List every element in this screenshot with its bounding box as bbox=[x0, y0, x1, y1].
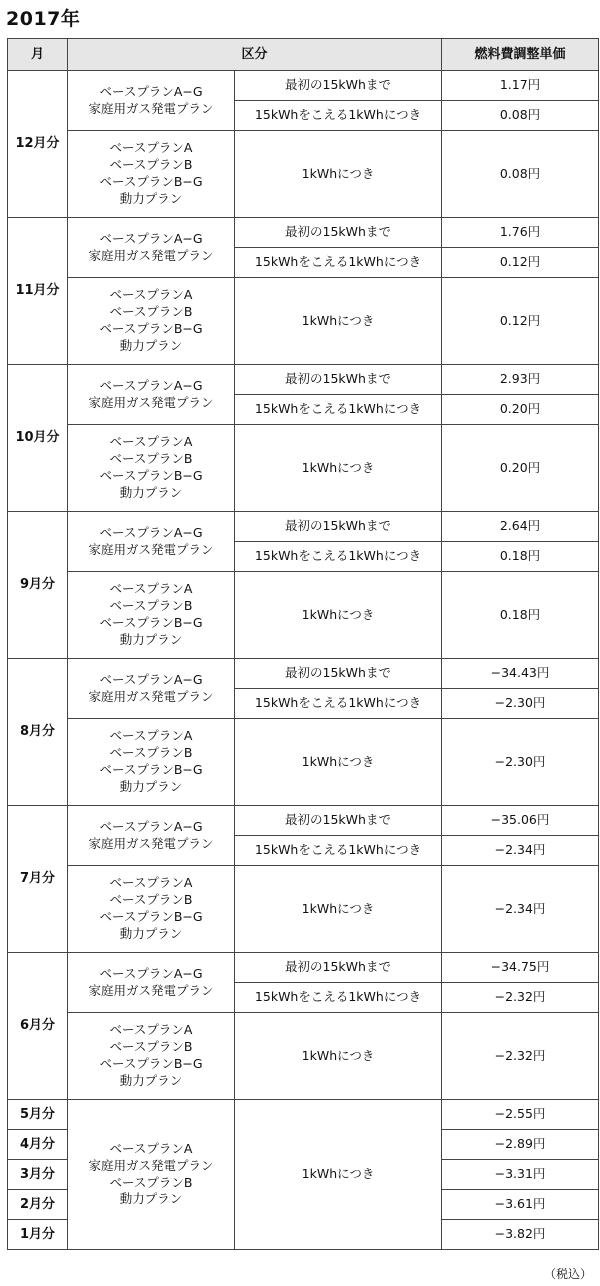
table-row bbox=[8, 1013, 599, 1100]
table-row bbox=[8, 131, 599, 218]
table-row bbox=[8, 866, 599, 953]
table-header-row bbox=[8, 39, 599, 71]
plan-names-cell: ベースプランA−G 家庭用ガス発電プラン bbox=[68, 218, 235, 278]
tier-over-cell: 15kWhをこえる1kWhにつき bbox=[235, 542, 442, 572]
month-cell: 12月分 bbox=[8, 71, 68, 218]
header-category: 区分 bbox=[68, 39, 442, 71]
month-cell: 6月分 bbox=[8, 953, 68, 1100]
table-row bbox=[8, 71, 599, 101]
tier-over-cell: 15kWhをこえる1kWhにつき bbox=[235, 983, 442, 1013]
month-cell: 11月分 bbox=[8, 218, 68, 365]
plan-names-cell: ベースプランA−G 家庭用ガス発電プラン bbox=[68, 71, 235, 131]
table-row bbox=[8, 659, 599, 689]
month-cell: 9月分 bbox=[8, 512, 68, 659]
tier-first-cell: 最初の15kWhまで bbox=[235, 512, 442, 542]
plan-names-cell: ベースプランA 家庭用ガス発電プラン ベースプランB 動力プラン bbox=[68, 1100, 235, 1250]
price-cell: −2.34円 bbox=[442, 866, 599, 953]
month-cell: 10月分 bbox=[8, 365, 68, 512]
month-cell: 8月分 bbox=[8, 659, 68, 806]
tier-first-cell: 最初の15kWhまで bbox=[235, 659, 442, 689]
fuel-cost-table bbox=[7, 38, 599, 1250]
per-kwh-cell: 1kWhにつき bbox=[235, 1100, 442, 1250]
month-cell: 2月分 bbox=[8, 1190, 68, 1220]
header-month: 月 bbox=[8, 39, 68, 71]
plan-names-cell: ベースプランA−G 家庭用ガス発電プラン bbox=[68, 953, 235, 1013]
price-cell: 2.64円 bbox=[442, 512, 599, 542]
price-cell: 0.08円 bbox=[442, 131, 599, 218]
per-kwh-cell: 1kWhにつき bbox=[235, 131, 442, 218]
table-row bbox=[8, 719, 599, 806]
table-body bbox=[8, 71, 599, 1250]
table-row bbox=[8, 1100, 599, 1130]
tier-over-cell: 15kWhをこえる1kWhにつき bbox=[235, 101, 442, 131]
per-kwh-cell: 1kWhにつき bbox=[235, 719, 442, 806]
price-cell: −2.30円 bbox=[442, 719, 599, 806]
price-cell: 1.76円 bbox=[442, 218, 599, 248]
table-row bbox=[8, 953, 599, 983]
plan-names-cell: ベースプランA ベースプランB ベースプランB−G 動力プラン bbox=[68, 866, 235, 953]
price-cell: 0.20円 bbox=[442, 395, 599, 425]
price-cell: −34.75円 bbox=[442, 953, 599, 983]
per-kwh-cell: 1kWhにつき bbox=[235, 425, 442, 512]
per-kwh-cell: 1kWhにつき bbox=[235, 572, 442, 659]
price-cell: −35.06円 bbox=[442, 806, 599, 836]
plan-names-cell: ベースプランA−G 家庭用ガス発電プラン bbox=[68, 365, 235, 425]
price-cell: −3.82円 bbox=[442, 1220, 599, 1250]
plan-names-cell: ベースプランA ベースプランB ベースプランB−G 動力プラン bbox=[68, 1013, 235, 1100]
tier-over-cell: 15kWhをこえる1kWhにつき bbox=[235, 836, 442, 866]
plan-names-cell: ベースプランA ベースプランB ベースプランB−G 動力プラン bbox=[68, 719, 235, 806]
month-cell: 7月分 bbox=[8, 806, 68, 953]
price-cell: −2.32円 bbox=[442, 983, 599, 1013]
month-cell: 4月分 bbox=[8, 1130, 68, 1160]
month-cell: 1月分 bbox=[8, 1220, 68, 1250]
tier-over-cell: 15kWhをこえる1kWhにつき bbox=[235, 395, 442, 425]
month-cell: 3月分 bbox=[8, 1160, 68, 1190]
plan-names-cell: ベースプランA ベースプランB ベースプランB−G 動力プラン bbox=[68, 131, 235, 218]
per-kwh-cell: 1kWhにつき bbox=[235, 278, 442, 365]
plan-names-cell: ベースプランA ベースプランB ベースプランB−G 動力プラン bbox=[68, 278, 235, 365]
price-cell: 0.12円 bbox=[442, 248, 599, 278]
tier-over-cell: 15kWhをこえる1kWhにつき bbox=[235, 689, 442, 719]
price-cell: −2.32円 bbox=[442, 1013, 599, 1100]
header-price: 燃料費調整単価 bbox=[442, 39, 599, 71]
price-cell: 2.93円 bbox=[442, 365, 599, 395]
per-kwh-cell: 1kWhにつき bbox=[235, 866, 442, 953]
table-row bbox=[8, 365, 599, 395]
tier-first-cell: 最初の15kWhまで bbox=[235, 365, 442, 395]
price-cell: −3.61円 bbox=[442, 1190, 599, 1220]
plan-names-cell: ベースプランA−G 家庭用ガス発電プラン bbox=[68, 512, 235, 572]
tier-first-cell: 最初の15kWhまで bbox=[235, 953, 442, 983]
month-cell: 5月分 bbox=[8, 1100, 68, 1130]
table-row bbox=[8, 806, 599, 836]
plan-names-cell: ベースプランA ベースプランB ベースプランB−G 動力プラン bbox=[68, 572, 235, 659]
tier-over-cell: 15kWhをこえる1kWhにつき bbox=[235, 248, 442, 278]
price-cell: 0.18円 bbox=[442, 572, 599, 659]
price-cell: 0.20円 bbox=[442, 425, 599, 512]
tier-first-cell: 最初の15kWhまで bbox=[235, 218, 442, 248]
price-cell: 0.12円 bbox=[442, 278, 599, 365]
table-row bbox=[8, 512, 599, 542]
table-row bbox=[8, 425, 599, 512]
tier-first-cell: 最初の15kWhまで bbox=[235, 806, 442, 836]
price-cell: −2.89円 bbox=[442, 1130, 599, 1160]
price-cell: 0.18円 bbox=[442, 542, 599, 572]
table-row bbox=[8, 218, 599, 248]
tier-first-cell: 最初の15kWhまで bbox=[235, 71, 442, 101]
page-title: 2017年 bbox=[6, 8, 81, 30]
plan-names-cell: ベースプランA−G 家庭用ガス発電プラン bbox=[68, 659, 235, 719]
price-cell: 1.17円 bbox=[442, 71, 599, 101]
price-cell: −2.30円 bbox=[442, 689, 599, 719]
table-row bbox=[8, 278, 599, 365]
plan-names-cell: ベースプランA−G 家庭用ガス発電プラン bbox=[68, 806, 235, 866]
price-cell: 0.08円 bbox=[442, 101, 599, 131]
table-row bbox=[8, 572, 599, 659]
price-cell: −3.31円 bbox=[442, 1160, 599, 1190]
price-cell: −2.34円 bbox=[442, 836, 599, 866]
plan-names-cell: ベースプランA ベースプランB ベースプランB−G 動力プラン bbox=[68, 425, 235, 512]
tax-note: （税込） bbox=[543, 1267, 592, 1281]
price-cell: −2.55円 bbox=[442, 1100, 599, 1130]
per-kwh-cell: 1kWhにつき bbox=[235, 1013, 442, 1100]
price-cell: −34.43円 bbox=[442, 659, 599, 689]
